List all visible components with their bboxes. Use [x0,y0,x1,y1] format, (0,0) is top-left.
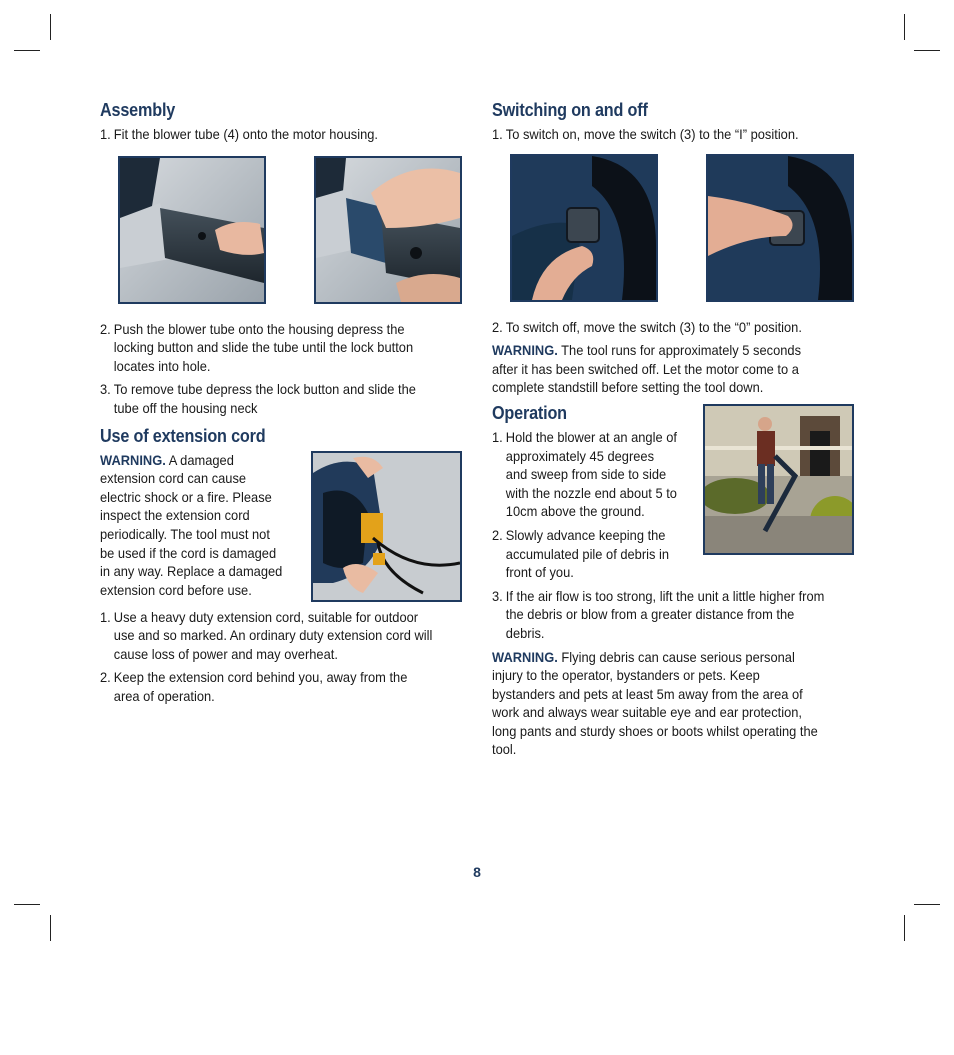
photo-switch-off [706,154,854,302]
list-item: 2. Keep the extension cord behind you, away from the area of operation. [100,669,408,704]
photo-switch-on [510,154,658,302]
list-item: 1. To switch on, move the switch (3) to the “I” position. [492,126,799,142]
operation-steps [492,428,854,643]
list-item: 2. To switch off, move the switch (3) to the “0” position. [492,318,802,335]
crop-mark [50,915,51,941]
page-number: 8 [473,864,481,880]
list-item: 3. To remove tube depress the lock button and slide the tube off the housing neck [100,381,416,416]
assembly-photos [118,156,462,304]
crop-mark [914,50,940,51]
crop-mark [904,915,905,941]
list-item: 2. Push the blower tube onto the housing depress the locking button and slide the tube until the lock button locates into hole. [100,320,414,374]
list-item: 1. Fit the blower tube (4) onto the motor housing. [100,126,378,142]
left-column [100,100,462,711]
crop-mark [914,904,940,905]
extension-warning: WARNING. A damaged extension cord can cause electric shock or a fire. Please inspect the extension cord periodically. The tool must not be used if the cord is damaged in any way. Replace a damaged extension cord before use. [100,451,283,598]
switching-heading: Switching on and off [492,100,648,120]
list-item: 3. If the air flow is too strong, lift the unit a little higher from the debris or blow from a greater distance from the debris. [492,587,825,641]
photo-blower-tube-push [314,156,462,304]
list-item: 1. Hold the blower at an angle of approximately 45 degrees and sweep from side to side with the nozzle end about 5 to 10cm above the ground. [492,428,677,520]
assembly-heading: Assembly [100,100,176,120]
switching-warning: WARNING. The tool runs for approximately 5 seconds after it has been switched off. Let the motor come to a complete standstill before setting the tool down. [492,342,802,396]
crop-mark [14,904,40,905]
photo-blower-tube-attach [118,156,266,304]
extension-heading: Use of extension cord [100,425,266,446]
extension-steps [100,608,462,706]
crop-mark [14,50,40,51]
switching-steps-continued [492,318,854,337]
assembly-steps [100,125,462,144]
right-column [492,100,854,759]
operation-warning: WARNING. Flying debris can cause serious personal injury to the operator, bystanders or pets. Keep bystanders and pets at least 5m away from the area of work and always wear suitable eye and ear protection, long pants and sturdy shoes or boots whilst operating the tool. [492,648,818,758]
switching-steps [492,125,854,144]
crop-mark [904,14,905,40]
list-item: 1. Use a heavy duty extension cord, suitable for outdoor use and so marked. An ordinary duty extension cord will cause loss of power and may overheat. [100,608,433,662]
assembly-steps-continued [100,320,462,418]
operation-heading: Operation [492,402,567,423]
list-item: 2. Slowly advance keeping the accumulated pile of debris in front of you. [492,526,670,581]
crop-mark [50,14,51,40]
switching-photos [510,154,854,302]
